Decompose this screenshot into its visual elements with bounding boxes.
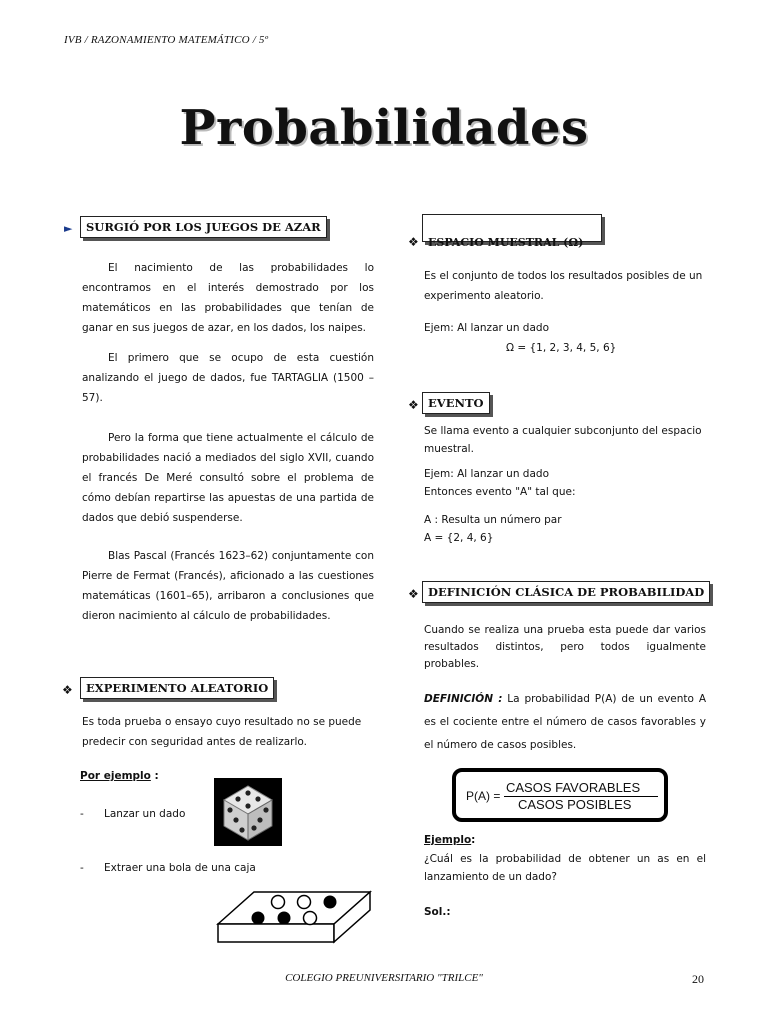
- item-lanzar-dado: Lanzar un dado: [104, 808, 186, 820]
- omega-set: Ω = {1, 2, 3, 4, 5, 6}: [506, 342, 617, 354]
- ejemplo-heading: Ejemplo:: [424, 834, 476, 846]
- section-title-definicion: DEFINICIÓN CLÁSICA DE PROBABILIDAD: [422, 581, 710, 603]
- evento-a-desc: A : Resulta un número par: [424, 514, 562, 526]
- page-number: 20: [692, 972, 704, 986]
- item-extraer-bola: Extraer una bola de una caja: [104, 862, 256, 874]
- evento-paragraph: Se llama evento a cualquier subconjunto del espacio muestral.: [424, 425, 702, 455]
- page-header: IVB / RAZONAMIENTO MATEMÁTICO / 5º: [64, 34, 269, 46]
- diamond-bullet-icon: ❖: [62, 683, 73, 697]
- dash-2: -: [80, 862, 84, 874]
- formula-denominator: CASOS POSIBLES: [518, 797, 632, 812]
- dash-1: -: [80, 808, 84, 820]
- experimento-paragraph: Es toda prueba o ensayo cuyo resultado no se puede predecir con seguridad antes de realizarlo.: [82, 716, 362, 748]
- espacio-paragraph: Es el conjunto de todos los resultados posibles de un experimento aleatorio.: [424, 270, 703, 302]
- example-heading: Por ejemplo :: [80, 770, 159, 782]
- section-title-espacio-muestral: ESPACIO MUESTRAL (Ω): [428, 236, 584, 249]
- definicion-text: DEFINICIÓN : La probabilidad P(A) de un evento A es el cociente entre el número de casos favorables y el número de casos posibles.: [424, 693, 707, 751]
- formula-numerator: CASOS FAVORABLES: [506, 780, 641, 795]
- paragraph-4: Blas Pascal (Francés 1623–62) conjuntamente con Pierre de Fermat (Francés), aficionado a las cuestiones matemáticas (1601–65), arribaron a conclusiones que dieron nacimiento al cálculo de probabilidades.: [82, 550, 374, 622]
- paragraph-3: Pero la forma que tiene actualmente el cálculo de probabilidades nació a mediados del siglo XVII, cuando el francés De Meré consultó sobre el problema de cómo debían repartirse las apuestas de una partida de dados que debió suspenderse.: [82, 432, 374, 524]
- ejemplo-question: ¿Cuál es la probabilidad de obtener un as en el lanzamiento de un dado?: [424, 853, 706, 883]
- solution-label: Sol.:: [424, 906, 451, 918]
- ball-box-icon: [214, 888, 374, 950]
- diamond-bullet-icon: ❖: [408, 398, 419, 412]
- formula-lhs: P(A) =: [466, 789, 501, 803]
- section-title-surgio: SURGIÓ POR LOS JUEGOS DE AZAR: [80, 216, 327, 238]
- diamond-bullet-icon: ❖: [408, 587, 419, 601]
- paragraph-2: El primero que se ocupo de esta cuestión analizando el juego de dados, fue TARTAGLIA (1500 – 57).: [82, 352, 374, 404]
- dice-icon: [214, 778, 282, 846]
- section-title-evento: EVENTO: [422, 392, 490, 414]
- evento-a-set: A = {2, 4, 6}: [424, 532, 494, 544]
- definicion-paragraph: Cuando se realiza una prueba esta puede dar varios resultados distintos, pero todos igualmente probables.: [424, 624, 706, 670]
- section-title-experimento: EXPERIMENTO ALEATORIO: [80, 677, 274, 699]
- espacio-ejemplo: Ejem: Al lanzar un dado: [424, 322, 549, 334]
- page-footer: COLEGIO PREUNIVERSITARIO "TRILCE": [285, 972, 483, 984]
- evento-entonces: Entonces evento "A" tal que:: [424, 486, 576, 498]
- triangle-bullet-icon: ►: [64, 222, 73, 235]
- evento-ejemplo: Ejem: Al lanzar un dado: [424, 468, 549, 480]
- page-title: Probabilidades: [179, 100, 589, 156]
- paragraph-1: El nacimiento de las probabilidades lo encontramos en el interés demostrado por los matemáticos en las probabilidades que tenían de ganar en sus juegos de azar, en los dados, los naipes.: [82, 262, 374, 334]
- diamond-bullet-icon: ❖: [408, 235, 419, 249]
